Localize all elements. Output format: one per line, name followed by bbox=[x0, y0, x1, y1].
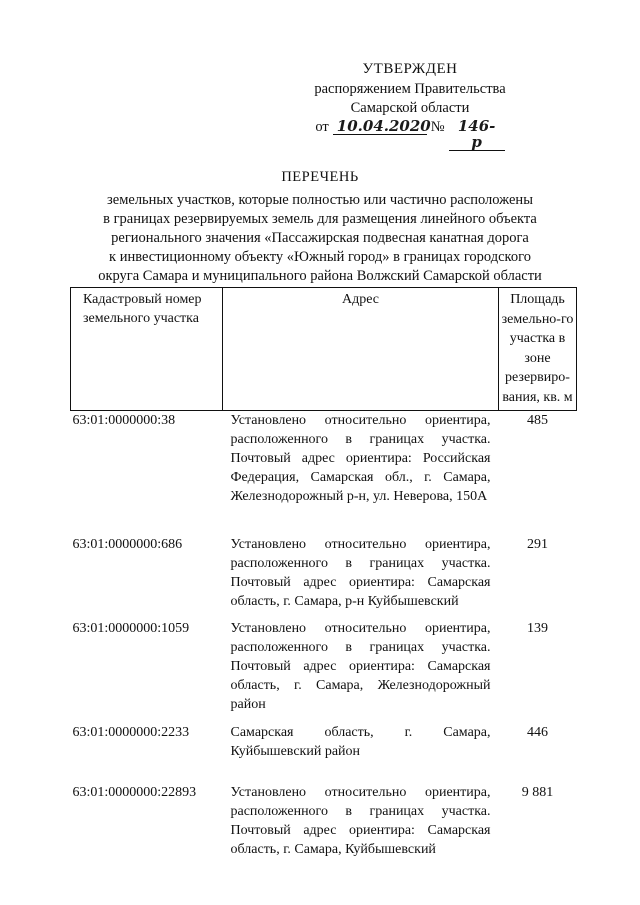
title-line-3: регионального значения «Пассажирская подвесная канатная дорога bbox=[111, 230, 529, 246]
parcel-area: 485 bbox=[527, 413, 548, 428]
approval-date-line bbox=[280, 118, 540, 151]
title-line-1: земельных участков, которые полностью или частично расположены bbox=[107, 192, 533, 208]
header-area: Площадь земельно-го участка в зоне резервиро-вания, кв. м bbox=[499, 288, 577, 411]
parcels-table bbox=[70, 287, 577, 863]
document-title bbox=[70, 168, 570, 286]
cadastral-number: 63:01:0000000:38 bbox=[72, 413, 176, 428]
table-row bbox=[71, 783, 577, 863]
title-caption: ПЕРЕЧЕНЬ bbox=[281, 169, 359, 185]
cadastral-number: 63:01:0000000:686 bbox=[72, 537, 183, 552]
approval-line-1: распоряжением Правительства bbox=[314, 81, 506, 97]
approval-block bbox=[280, 60, 540, 151]
table-header-row bbox=[71, 288, 577, 411]
parcel-address: Установлено относительно ориентира, расположенного в границах участка. Почтовый адрес ориентира: Самарская область, г. Самара, Куйбышевский bbox=[230, 785, 491, 857]
header-cadastral: Кадастровый номер земельного участка bbox=[71, 288, 223, 411]
approval-heading: УТВЕРЖДЕН bbox=[362, 61, 458, 77]
title-line-5: округа Самара и муниципального района Волжский Самарской области bbox=[98, 268, 542, 284]
header-address: Адрес bbox=[223, 288, 499, 411]
table-row bbox=[71, 411, 577, 536]
table-row bbox=[71, 723, 577, 783]
parcel-area: 9 881 bbox=[521, 785, 554, 800]
cadastral-number: 63:01:0000000:2233 bbox=[72, 725, 190, 740]
title-line-2: в границах резервируемых земель для размещения линейного объекта bbox=[103, 211, 537, 227]
table-row bbox=[71, 619, 577, 723]
cadastral-number: 63:01:0000000:1059 bbox=[72, 621, 190, 636]
handwritten-date: 10.04.2020 bbox=[333, 118, 427, 135]
parcel-area: 139 bbox=[527, 621, 548, 636]
parcel-address: Установлено относительно ориентира, расположенного в границах участка. Почтовый адрес ориентира: Самарская область, г. Самара, Железнодорожный район bbox=[230, 621, 491, 712]
parcel-address: Самарская область, г. Самара, Куйбышевский район bbox=[230, 725, 491, 759]
parcel-address: Установлено относительно ориентира, расположенного в границах участка. Почтовый адрес ориентира: Самарская область, г. Самара, р-н Куйбышевский bbox=[230, 537, 491, 609]
parcel-address: Установлено относительно ориентира, расположенного в границах участка. Почтовый адрес ориентира: Российская Федерация, Самарская обл., г. Самара, Железнодорожный р-н, ул. Неверова, 150А bbox=[230, 413, 491, 504]
number-label: № bbox=[430, 119, 445, 135]
handwritten-number: 146-р bbox=[449, 118, 505, 151]
cadastral-number: 63:01:0000000:22893 bbox=[72, 785, 197, 800]
table-row bbox=[71, 535, 577, 619]
parcel-area: 291 bbox=[527, 537, 548, 552]
title-line-4: к инвестиционному объекту «Южный город» в границах городского bbox=[109, 249, 531, 265]
from-label: от bbox=[315, 119, 329, 135]
parcel-area: 446 bbox=[527, 725, 548, 740]
approval-line-2: Самарской области bbox=[350, 100, 470, 116]
